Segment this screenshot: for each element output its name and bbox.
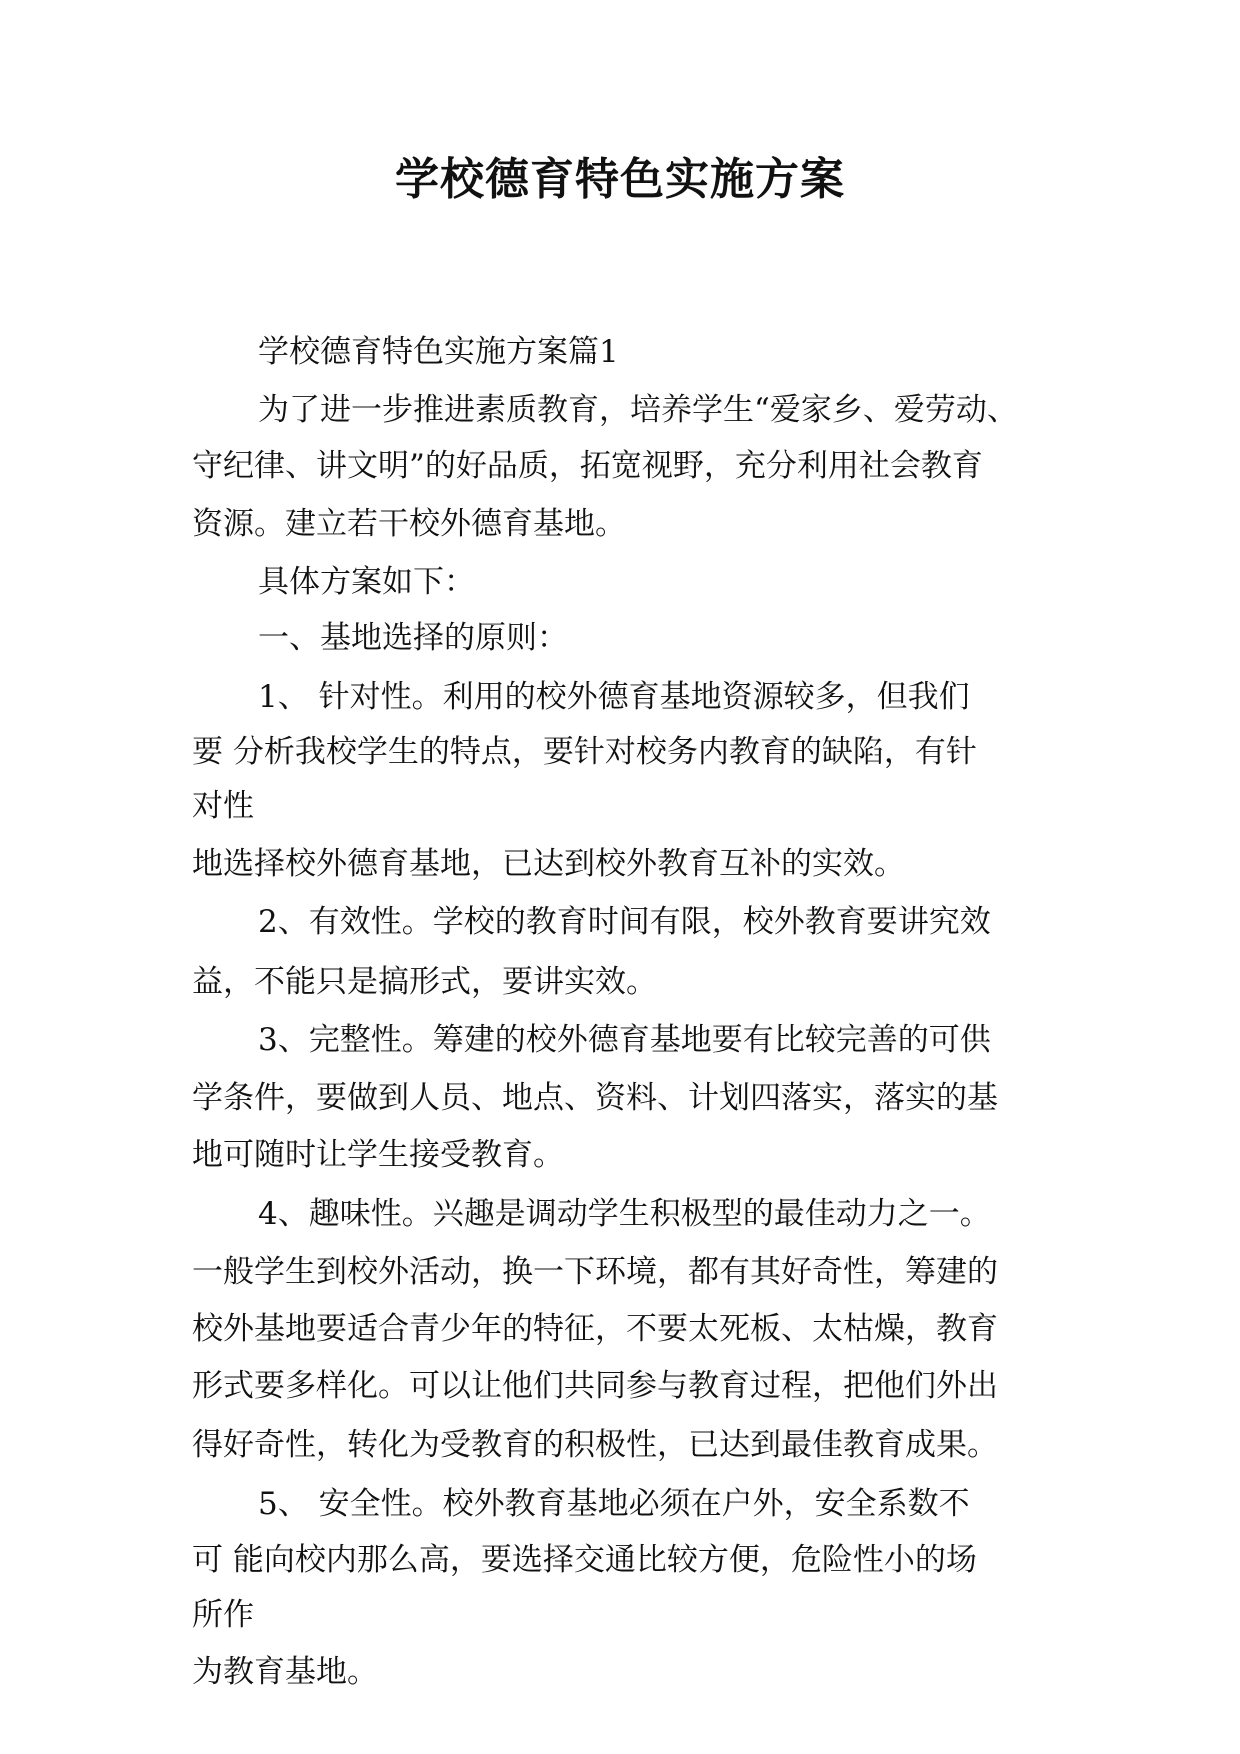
document-title: 学校德育特色实施方案 bbox=[395, 154, 845, 205]
paragraph-line: 地可随时让学生接受教育。 bbox=[192, 1137, 564, 1173]
paragraph-line: 4、趣味性。兴趣是调动学生积极型的最佳动力之一。 bbox=[258, 1196, 991, 1232]
paragraph-line: 对性 bbox=[192, 788, 254, 824]
paragraph-line: 一般学生到校外活动，换一下环境，都有其好奇性，筹建的 bbox=[192, 1254, 998, 1290]
paragraph-line: 一、基地选择的原则： bbox=[258, 620, 568, 656]
paragraph-line: 为教育基地。 bbox=[192, 1654, 378, 1690]
paragraph-line: 地选择校外德育基地，已达到校外教育互补的实效。 bbox=[192, 846, 905, 882]
paragraph-line: 1、 针对性。利用的校外德育基地资源较多，但我们 bbox=[258, 679, 970, 715]
paragraph-line: 为了进一步推进素质教育，培养学生“爱家乡、爱劳动、 bbox=[258, 392, 1018, 428]
paragraph-line: 要 分析我校学生的特点，要针对校务内教育的缺陷，有针 bbox=[192, 734, 977, 770]
paragraph-line: 守纪律、讲文明”的好品质，拓宽视野，充分利用社会教育 bbox=[192, 448, 983, 484]
paragraph-line: 5、 安全性。校外教育基地必须在户外，安全系数不 bbox=[258, 1486, 970, 1522]
paragraph-line: 益，不能只是搞形式，要讲实效。 bbox=[192, 964, 657, 1000]
paragraph-line: 3、完整性。筹建的校外德育基地要有比较完善的可供 bbox=[258, 1022, 991, 1058]
paragraph-line: 具体方案如下： bbox=[258, 564, 475, 600]
paragraph-line: 得好奇性，转化为受教育的积极性，已达到最佳教育成果。 bbox=[192, 1427, 998, 1463]
paragraph-line: 可 能向校内那么高，要选择交通比较方便，危险性小的场 bbox=[192, 1542, 977, 1578]
paragraph-line: 所作 bbox=[192, 1597, 254, 1633]
paragraph-line: 资源。建立若干校外德育基地。 bbox=[192, 506, 626, 542]
paragraph-line: 形式要多样化。可以让他们共同参与教育过程，把他们外出 bbox=[192, 1368, 998, 1404]
section-heading: 学校德育特色实施方案篇1 bbox=[258, 334, 619, 370]
paragraph-line: 校外基地要适合青少年的特征，不要太死板、太枯燥，教育 bbox=[192, 1311, 998, 1347]
paragraph-line: 2、有效性。学校的教育时间有限，校外教育要讲究效 bbox=[258, 904, 991, 940]
paragraph-line: 学条件，要做到人员、地点、资料、计划四落实，落实的基 bbox=[192, 1080, 998, 1116]
